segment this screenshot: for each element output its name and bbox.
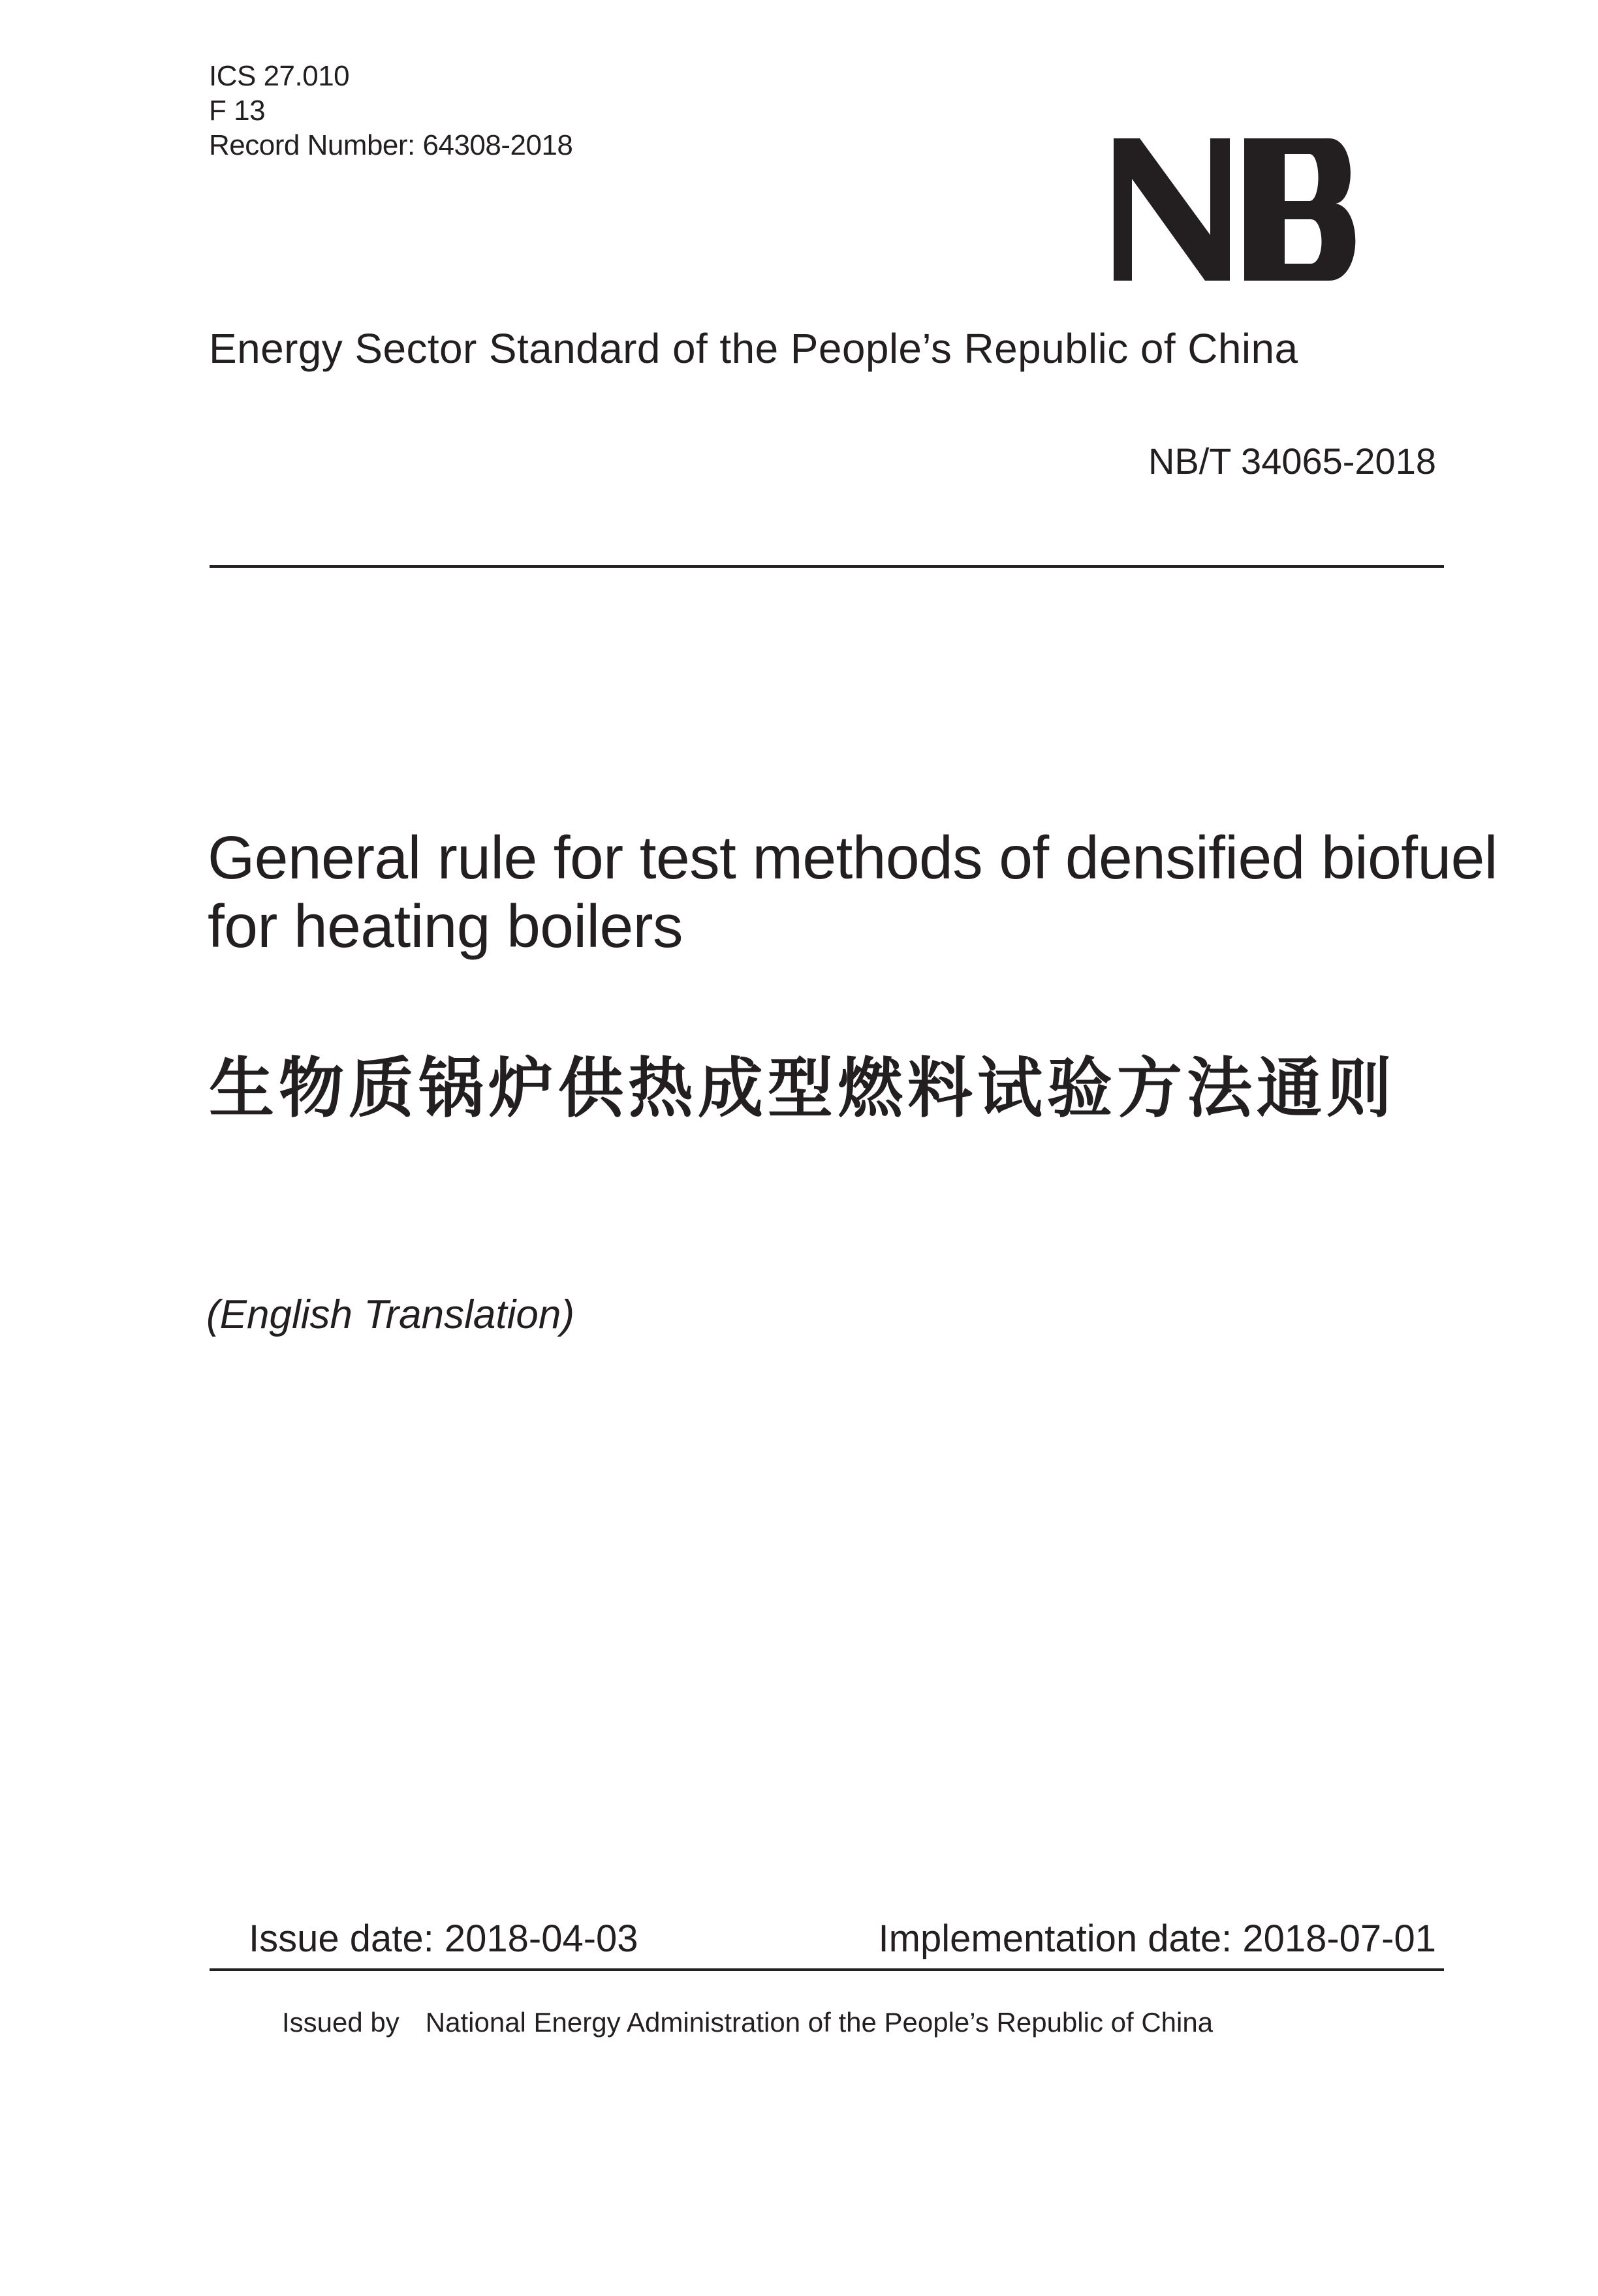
footer-divider: [210, 1968, 1444, 1971]
nb-logo: [1114, 138, 1363, 281]
chinese-title: 生物质锅炉供热成型燃料试验方法通则: [209, 1050, 1396, 1126]
english-title: [208, 824, 1497, 961]
sector-title: Energy Sector Standard of the People’s Republic of China: [209, 325, 1298, 372]
issuer-line: [282, 2003, 1213, 2042]
issue-date: Issue date: 2018-04-03: [249, 1917, 638, 1960]
standard-number: NB/T 34065-2018: [1148, 441, 1436, 482]
english-title-line-1: General rule for test methods of densified biofuel: [208, 824, 1497, 892]
implementation-date: Implementation date: 2018-07-01: [878, 1917, 1436, 1960]
ics-code: ICS 27.010: [209, 60, 350, 92]
nb-logo-icon: [1114, 138, 1363, 281]
translation-note: (English Translation): [206, 1292, 574, 1337]
issuer-name: National Energy Administration of the People’s Republic of China: [425, 2007, 1214, 2038]
ccs-code: F 13: [209, 95, 266, 127]
english-title-line-2: for heating boilers: [208, 892, 683, 960]
header-divider: [210, 565, 1444, 568]
record-number: Record Number: 64308-2018: [209, 129, 573, 161]
issued-by-label: Issued by: [282, 2007, 400, 2038]
